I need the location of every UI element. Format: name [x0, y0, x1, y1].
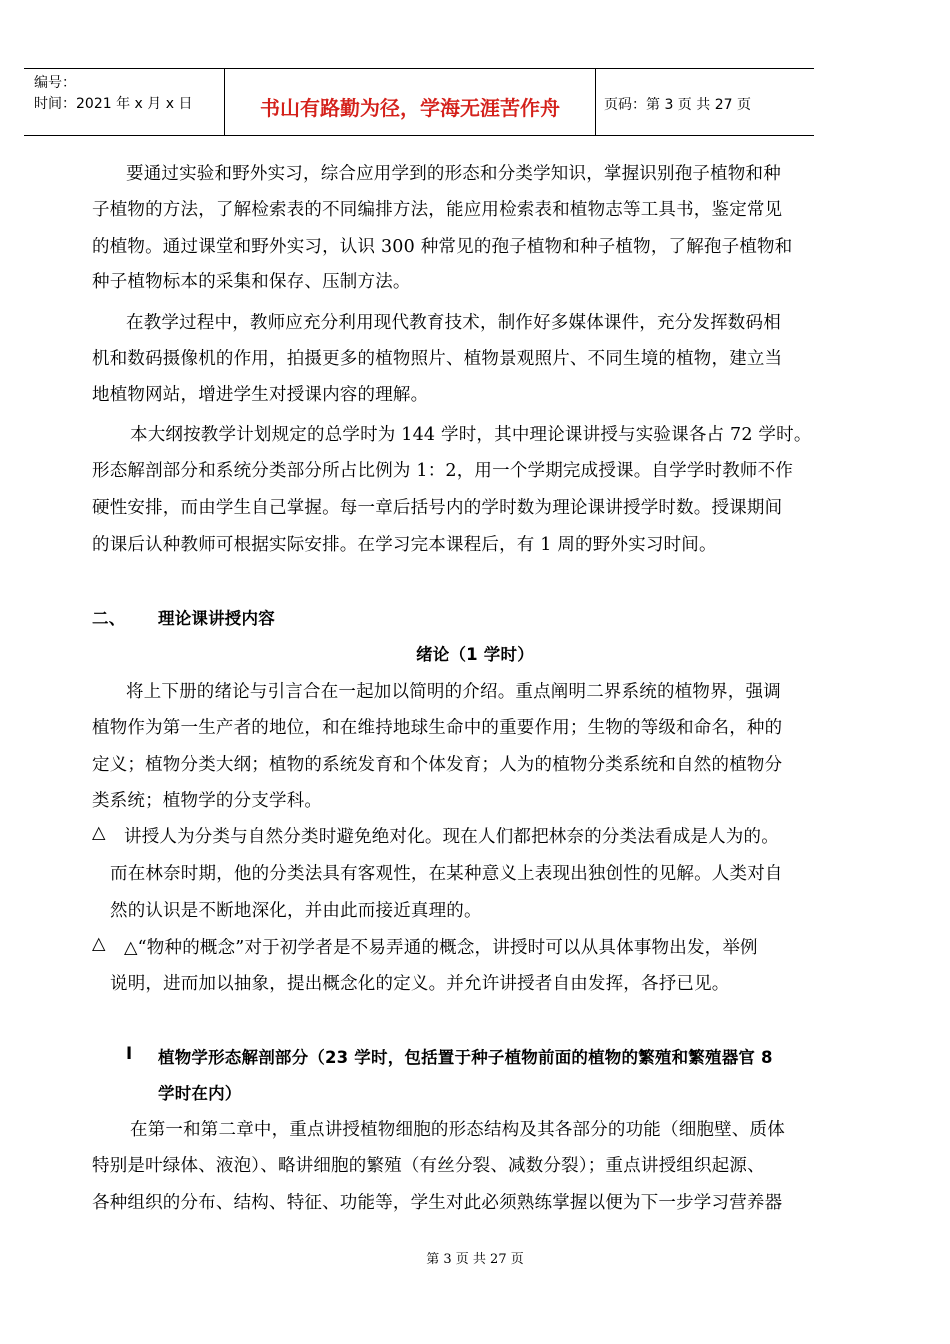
paragraph-line: 地植物网站，增进学生对授课内容的理解。 [92, 385, 429, 405]
part-heading-line: 学时在内） [158, 1084, 242, 1103]
paragraph-line: 形态解剖部分和系统分类部分所占比例为 1：2，用一个学期完成授课。自学学时教师不作 [92, 461, 794, 481]
page-header [24, 68, 814, 136]
number-label: 编号： [34, 75, 76, 91]
section-number: 二、 [92, 609, 126, 628]
intro-heading: 绪论（1 学时） [416, 645, 534, 664]
paragraph-line: 在第一和第二章中，重点讲授植物细胞的形态结构及其各部分的功能（细胞壁、质体 [130, 1120, 785, 1140]
part-heading-line: 植物学形态解剖部分（23 学时，包括置于种子植物前面的植物的繁殖和繁殖器官 8 [158, 1048, 773, 1067]
paragraph-line: 类系统；植物学的分支学科。 [92, 791, 323, 811]
paragraph-line: 要通过实验和野外实习，综合应用学到的形态和分类学知识，掌握识别孢子植物和种 [126, 164, 781, 184]
header-motto-cell [224, 69, 596, 135]
paragraph-line: 定义；植物分类大纲；植物的系统发育和个体发育；人为的植物分类系统和自然的植物分 [92, 755, 783, 775]
paragraph-line: 的植物。通过课堂和野外实习，认识 300 种常见的孢子植物和种子植物，了解孢子植物和 [92, 237, 793, 257]
paragraph-line: 特别是叶绿体、液泡）、略讲细胞的繁殖（有丝分裂、减数分裂）；重点讲授组织起源、 [92, 1156, 765, 1176]
paragraph-line: 种子植物标本的采集和保存、压制方法。 [92, 272, 411, 292]
paragraph-line: 硬性安排，而由学生自己掌握。每一章后括号内的学时数为理论课讲授学时数。授课期间 [92, 498, 783, 518]
note-line: △“物种的概念”对于初学者是不易弄通的概念，讲授时可以从具体事物出发，举例 [124, 938, 758, 958]
motto: 书山有路勤为径，学海无涯苦作舟 [260, 96, 560, 120]
header-page-cell [596, 69, 814, 135]
page-info: 页码：第 3 页 共 27 页 [604, 97, 751, 113]
paragraph-line: 机和数码摄像机的作用，拍摄更多的植物照片、植物景观照片、不同生境的植物，建立当 [92, 349, 783, 369]
time-label: 时间：2021 年 x 月 x 日 [34, 96, 193, 112]
header-meta-cell [24, 69, 223, 135]
paragraph-line: 子植物的方法，了解检索表的不同编排方法，能应用检索表和植物志等工具书，鉴定常见 [92, 200, 783, 220]
paragraph-line: 在教学过程中，教师应充分利用现代教育技术，制作好多媒体课件，充分发挥数码相 [126, 313, 781, 333]
section-title: 理论课讲授内容 [158, 609, 275, 628]
triangle-marker: △ [92, 823, 106, 843]
note-line: 说明，进而加以抽象，提出概念化的定义。并允许讲授者自由发挥，各抒已见。 [110, 974, 730, 994]
triangle-marker: △ [92, 934, 106, 954]
part-number: I [126, 1044, 133, 1063]
paragraph-line: 的课后认种教师可根据实际安排。在学习完本课程后，有 1 周的野外实习时间。 [92, 535, 717, 555]
note-line: 然的认识是不断地深化，并由此而接近真理的。 [110, 901, 482, 921]
paragraph-line: 将上下册的绪论与引言合在一起加以简明的介绍。重点阐明二界系统的植物界，强调 [126, 682, 781, 702]
note-line: 讲授人为分类与自然分类时避免绝对化。现在人们都把林奈的分类法看成是人为的。 [124, 827, 779, 847]
paragraph-line: 本大纲按教学计划规定的总学时为 144 学时，其中理论课讲授与实验课各占 72 学时。 [130, 425, 812, 445]
note-line: 而在林奈时期，他的分类法具有客观性，在某种意义上表现出独创性的见解。人类对自 [110, 864, 783, 884]
paragraph-line: 植物作为第一生产者的地位，和在维持地球生命中的重要作用；生物的等级和命名，种的 [92, 718, 783, 738]
paragraph-line: 各种组织的分布、结构、特征、功能等，学生对此必须熟练掌握以便为下一步学习营养器 [92, 1193, 783, 1213]
page-footer: 第 3 页 共 27 页 [426, 1252, 524, 1267]
